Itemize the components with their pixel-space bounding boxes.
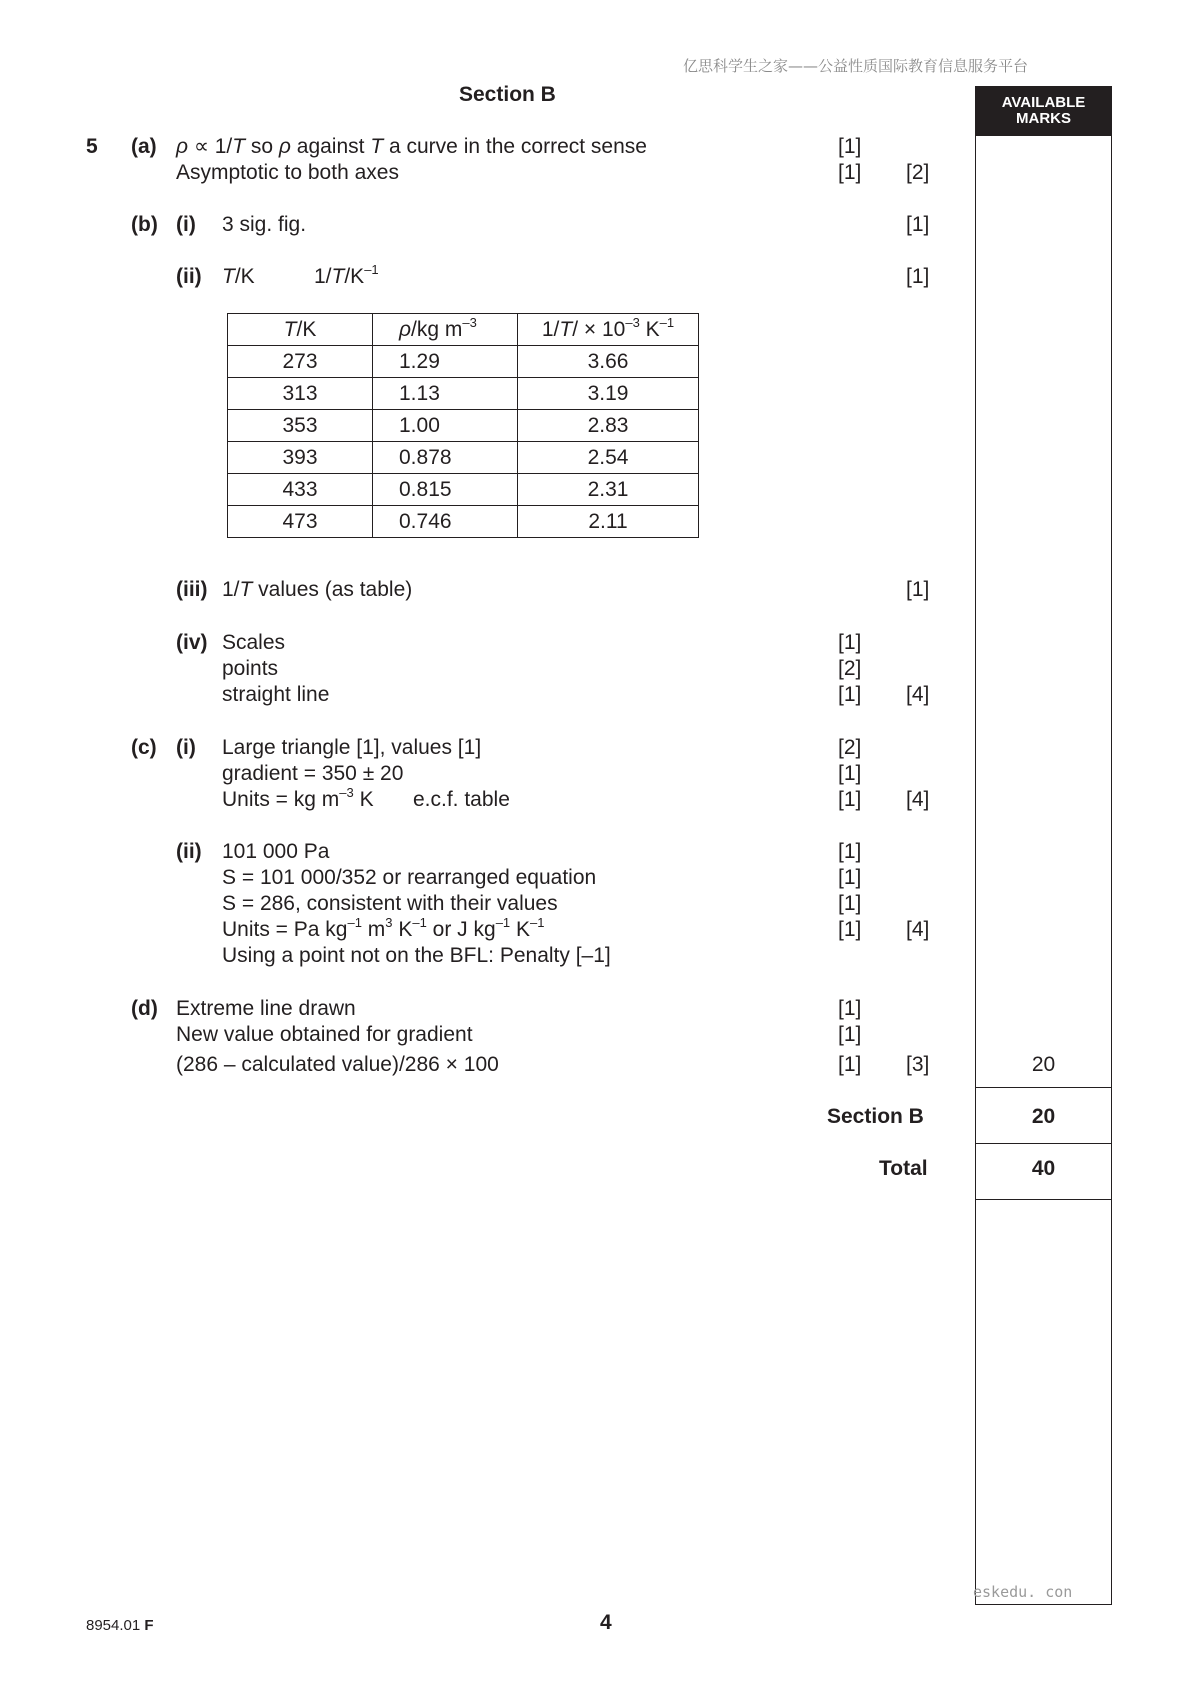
table-cell: 2.31 [518, 474, 699, 506]
part-c-ii-line4-mark: [1] [838, 918, 862, 941]
divider-line [975, 1087, 1112, 1088]
table-cell: 0.878 [373, 442, 518, 474]
table-cell: 0.746 [373, 506, 518, 538]
part-c-ii-line2: S = 101 000/352 or rearranged equation [222, 866, 597, 889]
table-cell: 433 [228, 474, 373, 506]
table-row [228, 410, 699, 442]
table-cell: 3.66 [518, 346, 699, 378]
table-cell: 3.19 [518, 378, 699, 410]
table-cell: 1.00 [373, 410, 518, 442]
part-d-line3: (286 – calculated value)/286 × 100 [176, 1053, 499, 1076]
part-b-label: (b) [131, 213, 158, 236]
table-row [228, 474, 699, 506]
part-b-i-total: [1] [906, 213, 930, 236]
part-c-i-total: [4] [906, 788, 930, 811]
part-d-line2-mark: [1] [838, 1023, 862, 1046]
part-b-iii-total: [1] [906, 578, 930, 601]
part-c-i-ecf-note: e.c.f. table [413, 788, 510, 811]
part-c-ii-line2-mark: [1] [838, 866, 862, 889]
table-row [228, 506, 699, 538]
part-b-ii-t-header: T/K [222, 265, 255, 288]
part-b-iv-total: [4] [906, 683, 930, 706]
part-d-line2: New value obtained for gradient [176, 1023, 473, 1046]
question-number: 5 [86, 135, 98, 158]
part-c-ii-line4: Units = Pa $kg^{-1}$ $m^3$ $K^{-1}$ or J $kg^{-1}$ $K^{-1}$ [222, 915, 545, 941]
part-b-iv-label: (iv) [176, 631, 208, 654]
table-cell: 393 [228, 442, 373, 474]
question-available-marks: 20 [1031, 1053, 1056, 1076]
total-marks: 40 [1031, 1157, 1056, 1180]
part-c-i-line2: gradient = 350 ± 20 [222, 762, 404, 785]
marks-header-line1: AVAILABLE [1001, 94, 1086, 111]
table-cell: 1.29 [373, 346, 518, 378]
table-cell: 473 [228, 506, 373, 538]
table-cell: 313 [228, 378, 373, 410]
total-label: Total [879, 1157, 928, 1180]
part-a-line1: ρ ∝ 1/T so ρ against T a curve in the correct sense [176, 135, 647, 158]
part-d-label: (d) [131, 997, 158, 1020]
part-b-iv-line2-mark: [2] [838, 657, 862, 680]
divider-line [975, 1199, 1112, 1200]
table-cell: 2.54 [518, 442, 699, 474]
part-b-iv-line2: points [222, 657, 279, 680]
part-b-iv-line1: Scales [222, 631, 286, 654]
section-title: Section B [459, 83, 556, 106]
part-c-ii-line1: 101 000 Pa [222, 840, 330, 863]
section-b-marks: 20 [1031, 1105, 1056, 1128]
part-b-i-text: 3 sig. fig. [222, 213, 307, 236]
part-d-line3-mark: [1] [838, 1053, 862, 1076]
watermark-top: 亿思科学生之家——公益性质国际教育信息服务平台 [683, 57, 1029, 75]
part-a-line1-mark: [1] [838, 135, 862, 158]
part-b-i-label: (i) [176, 213, 196, 236]
part-a-label: (a) [131, 135, 157, 158]
part-c-i-line1: Large triangle [1], values [1] [222, 736, 482, 759]
part-c-i-label: (i) [176, 736, 196, 759]
part-b-iii-text: 1/T values (as table) [222, 578, 413, 601]
part-c-ii-line1-mark: [1] [838, 840, 862, 863]
available-marks-header [975, 86, 1112, 136]
part-c-i-line2-mark: [1] [838, 762, 862, 785]
available-marks-column [975, 86, 1112, 1605]
part-d-total: [3] [906, 1053, 930, 1076]
table-cell: 353 [228, 410, 373, 442]
part-c-ii-line3: S = 286, consistent with their values [222, 892, 558, 915]
part-a-line2-mark: [1] [838, 161, 862, 184]
part-b-ii-inverse-header: $1/T/K^{-1}$ [314, 262, 379, 288]
part-c-label: (c) [131, 736, 157, 759]
divider-line [975, 1143, 1112, 1144]
part-c-i-line3-mark: [1] [838, 788, 862, 811]
paper-code: 8954.01 F [86, 1617, 154, 1634]
part-b-iv-line1-mark: [1] [838, 631, 862, 654]
part-c-i-line1-mark: [2] [838, 736, 862, 759]
table-cell: 1.13 [373, 378, 518, 410]
table-cell: 273 [228, 346, 373, 378]
part-d-line1-mark: [1] [838, 997, 862, 1020]
part-c-ii-line3-mark: [1] [838, 892, 862, 915]
table-cell: 2.11 [518, 506, 699, 538]
part-a-total: [2] [906, 161, 930, 184]
header-density: ρ/kg $m^{-3}$ [373, 314, 518, 346]
part-c-ii-total: [4] [906, 918, 930, 941]
part-b-iii-label: (iii) [176, 578, 208, 601]
part-b-iv-line3: straight line [222, 683, 330, 706]
part-c-ii-line5: Using a point not on the BFL: Penalty [–1] [222, 944, 611, 967]
marks-header-line2: MARKS [1016, 110, 1071, 127]
part-b-iv-line3-mark: [1] [838, 683, 862, 706]
part-c-i-line3: Units = kg $m^{-3}$ K [222, 785, 374, 811]
part-d-line1: Extreme line drawn [176, 997, 356, 1020]
part-c-ii-label: (ii) [176, 840, 202, 863]
page-number: 4 [600, 1611, 612, 1634]
part-a-line2: Asymptotic to both axes [176, 161, 399, 184]
header-temperature: T/K [228, 314, 373, 346]
table-cell: 2.83 [518, 410, 699, 442]
watermark-bottom: eskedu. con [973, 1583, 1073, 1601]
section-b-label: Section B [827, 1105, 924, 1128]
part-b-ii-total: [1] [906, 265, 930, 288]
table-row [228, 442, 699, 474]
density-temperature-table [227, 313, 699, 538]
header-inverse-temperature: $1/T/ \times 10^{-3}$ $K^{-1}$ [518, 314, 699, 346]
table-cell: 0.815 [373, 474, 518, 506]
part-b-ii-label: (ii) [176, 265, 202, 288]
table-header-row [228, 314, 699, 346]
table-row [228, 378, 699, 410]
table-row [228, 346, 699, 378]
